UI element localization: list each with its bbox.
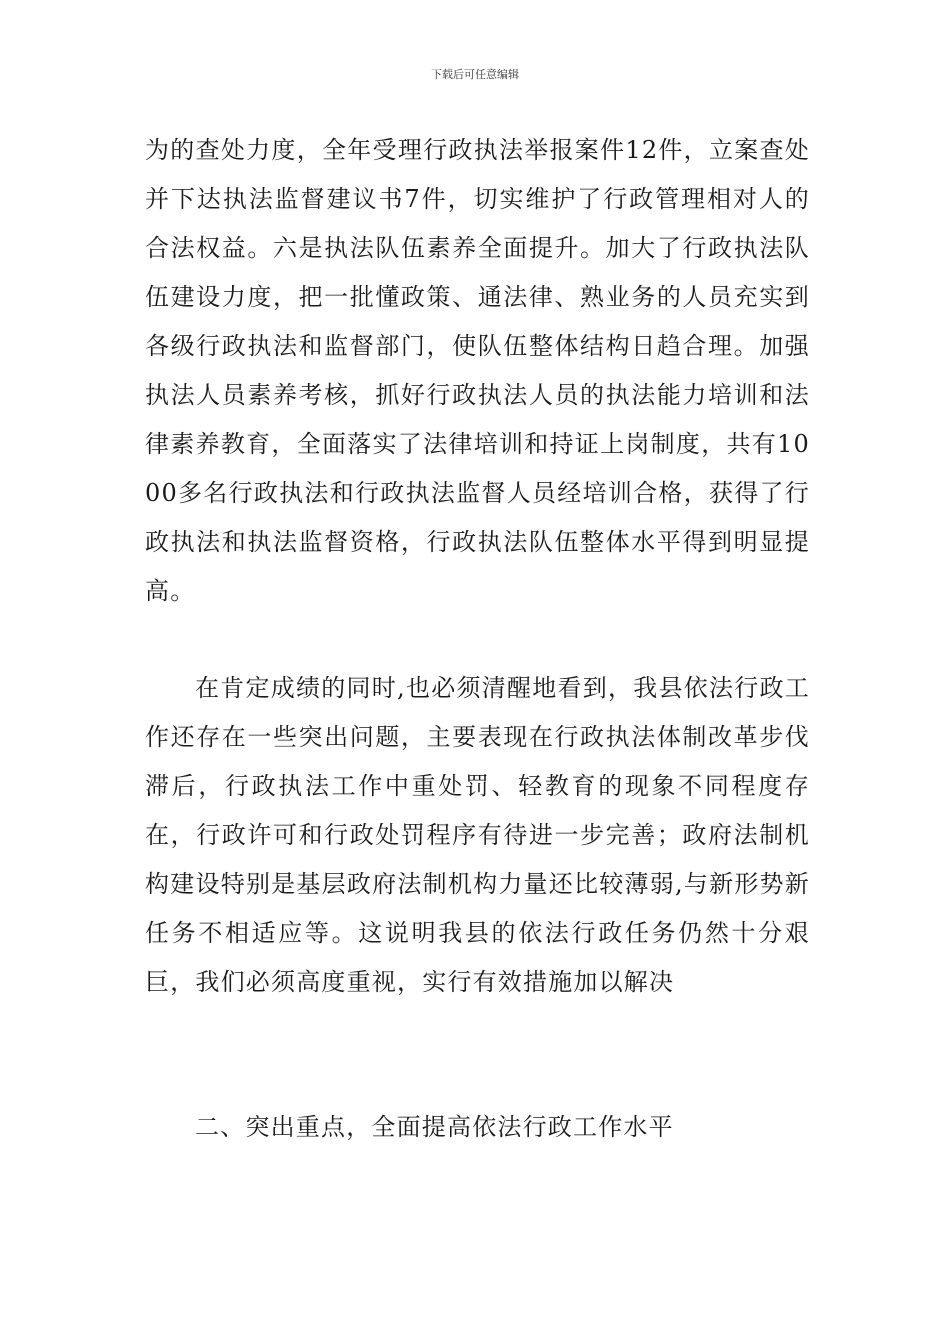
paragraph-existing-problems: 在肯定成绩的同时,也必须清醒地看到，我县依法行政工作还存在一些突出问题，主要表现在行政执法体制改革步伐滞后，行政执法工作中重处罚、轻教育的现象不同程度存在，行政许可和行政处罚程序有待进一步完善；政府法制机构建设特别是基层政府法制机构力量还比较薄弱,与新形势新任务不相适应等。这说明我县的依法行政任务仍然十分艰巨，我们必须高度重视，实行有效措施加以解决 <box>145 674 810 996</box>
document-body <box>145 126 810 1152</box>
section-heading: 二、突出重点，全面提高依法行政工作水平 <box>195 1113 674 1141</box>
paragraph-enforcement-results: 为的查处力度，全年受理行政执法举报案件12件，立案查处并下达执法监督建议书7件，切实维护了行政管理相对人的合法权益。六是执法队伍素养全面提升。加大了行政执法队伍建设力度，把一批懂政策、通法律、熟业务的人员充实到各级行政执法和监督部门，使队伍整体结构日趋合理。加强执法人员素养考核，抓好行政执法人员的执法能力培训和法律素养教育，全面落实了法律培训和持证上岗制度，共有1000多名行政执法和行政执法监督人员经培训合格，获得了行政执法和执法监督资格，行政执法队伍整体水平得到明显提高。 <box>145 136 810 605</box>
page-header-note: 下载后可任意编辑 <box>431 68 519 81</box>
